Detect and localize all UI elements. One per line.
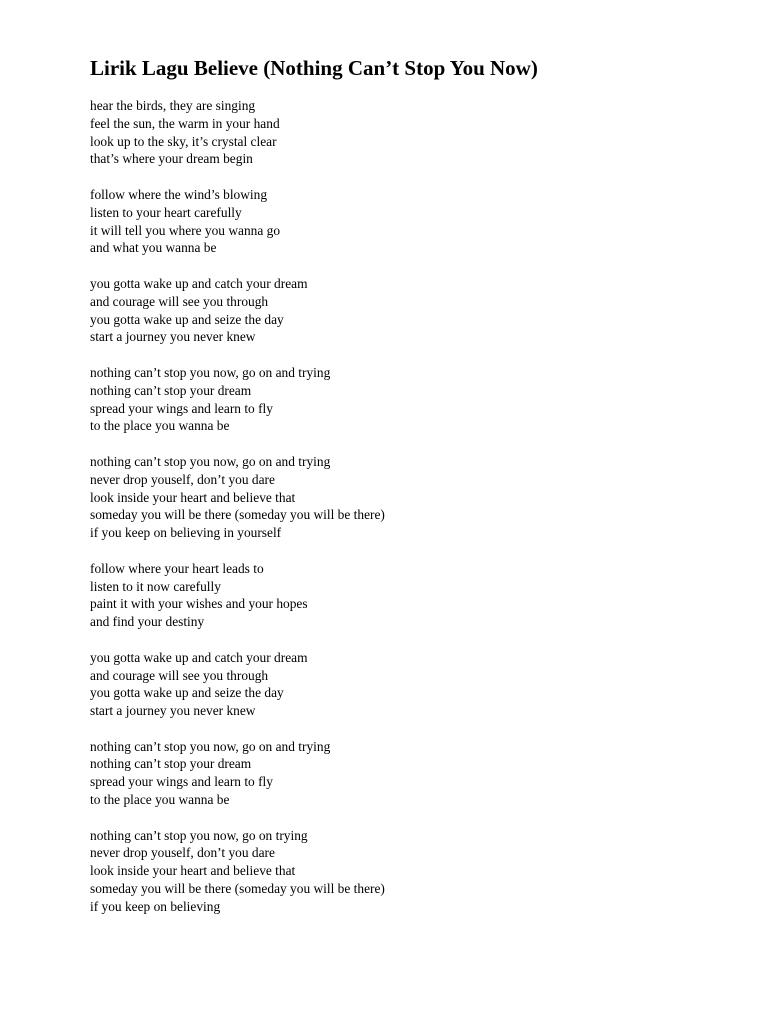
lyric-line: look inside your heart and believe that (90, 863, 296, 879)
lyric-line: someday you will be there (someday you will be there) (90, 507, 385, 523)
lyric-line: you gotta wake up and catch your dream (90, 275, 308, 291)
lyric-line: start a journey you never knew (90, 703, 256, 719)
lyric-line: listen to it now carefully (90, 578, 221, 594)
lyric-line: hear the birds, they are singing (90, 98, 256, 113)
lyric-line: spread your wings and learn to fly (90, 774, 273, 790)
lyric-line: and courage will see you through (90, 667, 269, 683)
stanza (90, 827, 730, 916)
lyric-line: nothing can’t stop you now, go on and trying (90, 364, 331, 380)
lyric-line: look up to the sky, it’s crystal clear (90, 133, 277, 149)
lyric-line: if you keep on believing in yourself (90, 525, 282, 541)
lyric-line: spread your wings and learn to fly (90, 400, 273, 416)
lyric-line: and courage will see you through (90, 293, 269, 309)
lyric-line: that’s where your dream begin (90, 151, 253, 167)
lyric-line: you gotta wake up and seize the day (90, 311, 284, 327)
lyric-line: feel the sun, the warm in your hand (90, 115, 280, 131)
lyric-line: nothing can’t stop you now, go on and trying (90, 738, 331, 754)
page-title: Lirik Lagu Believe (Nothing Can’t Stop You Now) (90, 56, 538, 80)
stanza (90, 97, 730, 168)
stanza (90, 560, 730, 631)
lyric-line: start a journey you never knew (90, 329, 256, 345)
lyric-line: nothing can’t stop you now, go on and trying (90, 453, 331, 469)
lyric-line: someday you will be there (someday you will be there) (90, 881, 385, 897)
lyric-line: to the place you wanna be (90, 418, 230, 434)
lyric-line: if you keep on believing (90, 898, 221, 914)
lyric-line: it will tell you where you wanna go (90, 222, 281, 238)
stanza (90, 738, 730, 809)
stanza (90, 453, 730, 542)
stanza (90, 649, 730, 720)
stanza (90, 275, 730, 346)
lyric-line: never drop youself, don’t you dare (90, 845, 275, 861)
stanza (90, 186, 730, 257)
lyric-line: you gotta wake up and catch your dream (90, 649, 308, 665)
lyric-line: never drop youself, don’t you dare (90, 471, 275, 487)
lyric-line: you gotta wake up and seize the day (90, 685, 284, 701)
lyric-line: and what you wanna be (90, 240, 217, 256)
lyric-line: and find your destiny (90, 614, 205, 630)
lyric-line: follow where your heart leads to (90, 560, 264, 576)
lyric-line: listen to your heart carefully (90, 204, 242, 220)
lyric-line: nothing can’t stop you now, go on trying (90, 827, 308, 843)
lyric-line: nothing can’t stop your dream (90, 756, 252, 772)
lyric-line: to the place you wanna be (90, 792, 230, 808)
lyric-line: follow where the wind’s blowing (90, 186, 268, 202)
lyrics-body (90, 97, 730, 933)
lyric-line: nothing can’t stop your dream (90, 382, 252, 398)
stanza (90, 364, 730, 435)
lyric-line: look inside your heart and believe that (90, 489, 296, 505)
lyric-line: paint it with your wishes and your hopes (90, 596, 308, 612)
